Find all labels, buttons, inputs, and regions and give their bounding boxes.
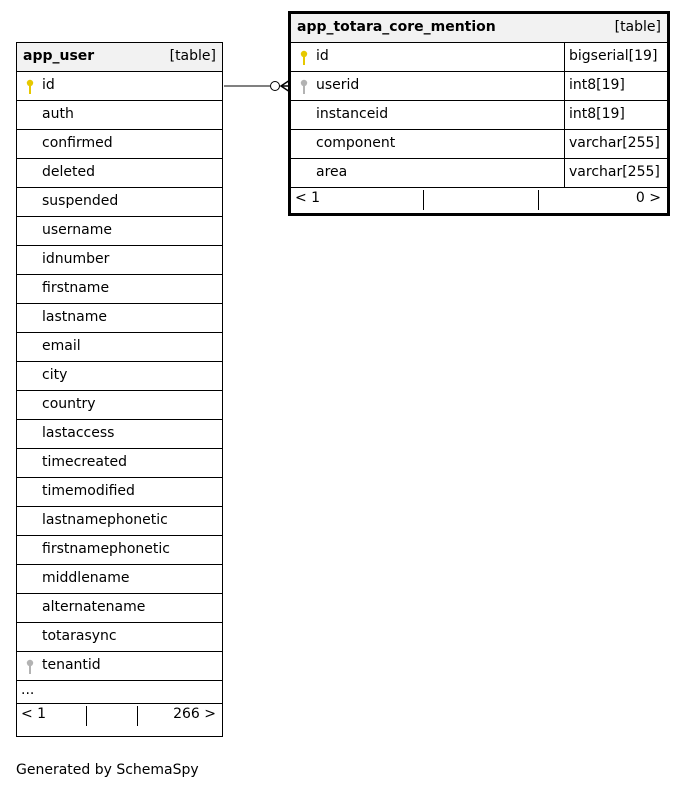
column-name: auth xyxy=(42,106,74,122)
column-name: timemodified xyxy=(42,483,135,499)
column-name: totarasync xyxy=(42,628,117,644)
table-kind: [table] xyxy=(614,19,661,35)
column-name: firstnamephonetic xyxy=(42,541,170,557)
column-name: email xyxy=(42,338,81,354)
column-name: userid xyxy=(316,77,360,93)
column-name: username xyxy=(42,222,112,238)
column-name: suspended xyxy=(42,193,119,209)
column-name: middlename xyxy=(42,570,130,586)
column-name: tenantid xyxy=(42,657,101,673)
column-name: instanceid xyxy=(316,106,389,122)
column-name: confirmed xyxy=(42,135,113,151)
column-name: area xyxy=(316,164,348,180)
table-kind: [table] xyxy=(169,48,216,64)
column-type: int8[19] xyxy=(564,72,667,100)
column-type: varchar[255] xyxy=(564,159,667,187)
ellipsis-row: ... xyxy=(17,681,222,704)
children-count[interactable]: 266 > xyxy=(173,706,216,722)
parents-count[interactable]: < 1 xyxy=(295,190,321,206)
generated-by-label: Generated by SchemaSpy xyxy=(16,762,199,778)
column-name: lastnamephonetic xyxy=(42,512,168,528)
column-name: id xyxy=(42,77,55,93)
column-name: city xyxy=(42,367,68,383)
column-type: int8[19] xyxy=(564,101,667,129)
crows-foot-marker xyxy=(281,80,290,86)
column-type: bigserial[19] xyxy=(564,43,667,71)
column-name: lastname xyxy=(42,309,107,325)
column-name: timecreated xyxy=(42,454,127,470)
children-count[interactable]: 0 > xyxy=(635,190,661,206)
column-name: component xyxy=(316,135,396,151)
column-name: firstname xyxy=(42,280,110,296)
zero-optional-marker xyxy=(271,82,280,91)
column-name: deleted xyxy=(42,164,95,180)
column-type: varchar[255] xyxy=(564,130,667,158)
column-name: country xyxy=(42,396,96,412)
column-name: idnumber xyxy=(42,251,110,267)
table-name[interactable]: app_user xyxy=(23,48,95,64)
parents-count[interactable]: < 1 xyxy=(21,706,47,722)
table-name[interactable]: app_totara_core_mention xyxy=(297,19,496,35)
column-name: alternatename xyxy=(42,599,146,615)
column-name: lastaccess xyxy=(42,425,115,441)
column-name: id xyxy=(316,48,329,64)
